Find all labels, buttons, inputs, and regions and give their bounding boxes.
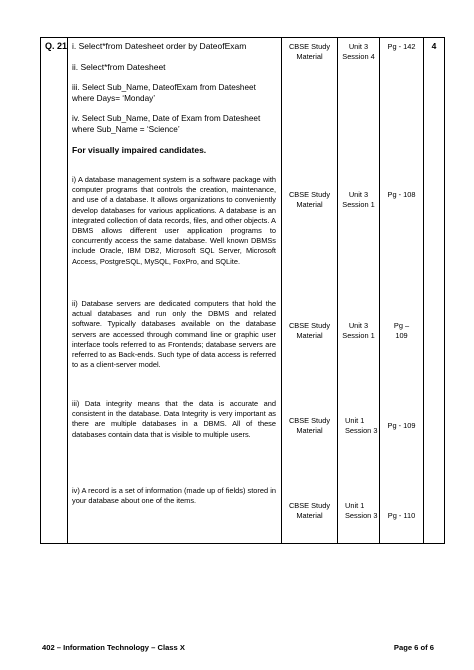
answer-line-i: i. Select*from Datesheet order by DateofExam — [72, 41, 247, 51]
source-text: CBSE Study Material — [288, 416, 331, 436]
source-text: CBSE Study Material — [288, 501, 331, 521]
answer-cell — [68, 38, 282, 544]
visually-impaired-heading: For visually impaired candidates. — [72, 145, 207, 155]
table-row — [41, 38, 445, 544]
question-number-cell — [41, 38, 68, 544]
page-ref-text: Pg - 108 — [387, 190, 416, 199]
unit-session-text: Unit 3 Session 4 — [342, 42, 375, 62]
reference-cell — [338, 38, 380, 544]
vi-answer-iii: iii) Data integrity means that the data is accurate and consistent in the database. Data Integrity is very important as there are multiple databases in a DBMS. All of these databases contain data that is visible to multiple users. — [72, 399, 276, 439]
page-ref-text: Pg - 109 — [387, 421, 416, 430]
source-text: CBSE Study Material — [288, 190, 331, 210]
answer-line-ii: ii. Select*from Datesheet — [72, 62, 166, 72]
vi-answer-ii: ii) Database servers are dedicated computers that hold the actual databases and run only the DBMS and related software. Typically databases available on the database servers are accessed through command line or graphic user interface tools referred to as Frontends; database servers are referred to as Back-ends. Such type of data access is referred to as a client-server model. — [72, 299, 276, 370]
unit-session-text: Unit 3 Session 1 — [342, 321, 375, 341]
source-text: CBSE Study Material — [288, 42, 331, 62]
page-cell — [380, 38, 424, 544]
answer-line-iii: iii. Select Sub_Name, DateofExam from Datesheet where Days= ‘Monday’ — [72, 83, 256, 103]
unit-session-text: Unit 3 Session 1 — [342, 190, 375, 210]
unit-session-text: Unit 1 Session 3 — [345, 501, 378, 521]
source-text: CBSE Study Material — [288, 321, 331, 341]
footer-course-title: 402 – Information Technology – Class X — [42, 643, 185, 652]
vi-answer-iv: iv) A record is a set of information (made up of fields) stored in your database about one of the items. — [72, 486, 276, 506]
question-number: Q. 21 — [45, 41, 68, 51]
page-ref-text: Pg - 142 — [387, 42, 416, 51]
page-ref-text: Pg – 109 — [393, 321, 410, 341]
footer-page-number: Page 6 of 6 — [393, 643, 434, 652]
marks-cell — [424, 38, 445, 544]
source-cell — [282, 38, 338, 544]
answer-line-iv: iv. Select Sub_Name, Date of Exam from Datesheet where Sub_Name = ‘Science’ — [72, 114, 261, 134]
answer-key-table — [40, 37, 445, 544]
vi-answer-i: i) A database management system is a software package with computer programs that controls the creation, maintenance, and use of a database. It allows organizations to conveniently develop databases for various applications. A database is an integrated collection of data records, files, and other objects. A DBMS allows different user application programs to concurrently access the same database. Well known DBMSs include Oracle, IBM DB2, Microsoft SQL Server, Microsoft Access, PostgreSQL, MySQL, FoxPro, and SQLite. — [72, 175, 276, 266]
unit-session-text: Unit 1 Session 3 — [345, 416, 378, 436]
page-ref-text: Pg - 110 — [387, 511, 416, 520]
marks-value: 4 — [431, 41, 437, 51]
